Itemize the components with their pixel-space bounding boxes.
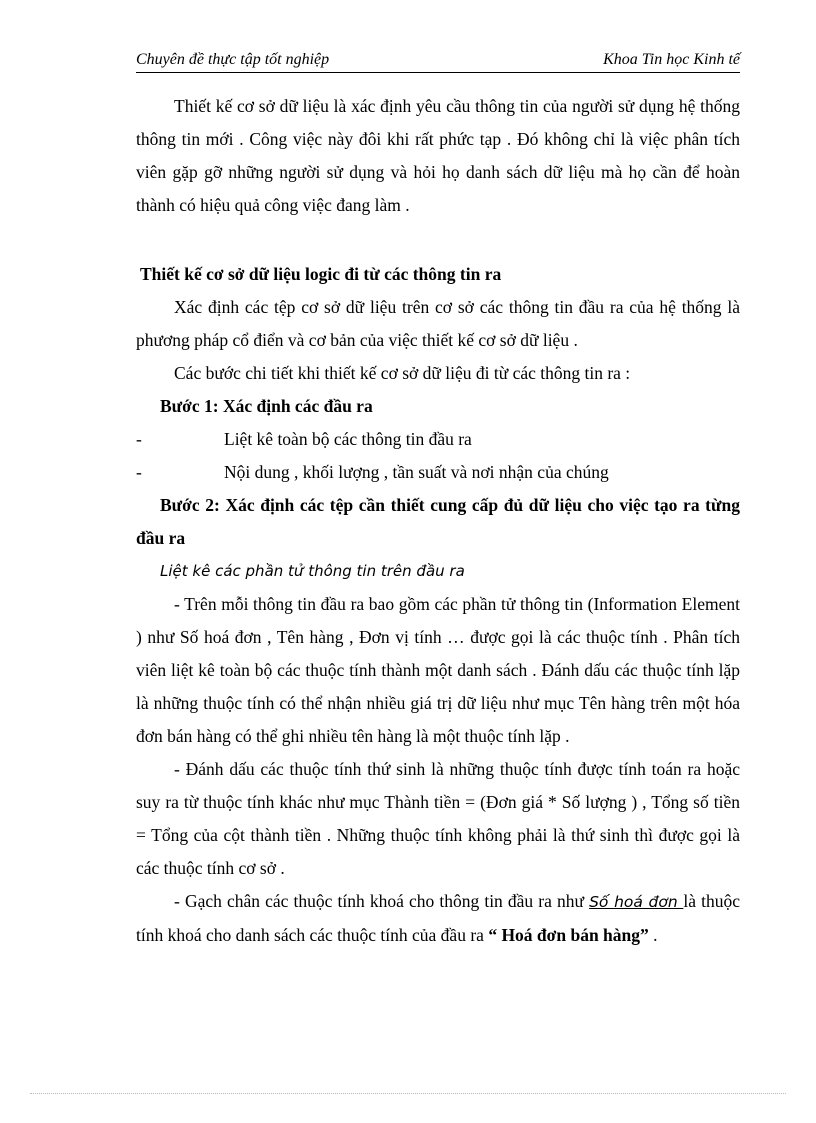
paragraph-method: Xác định các tệp cơ sở dữ liệu trên cơ sở các thông tin đầu ra của hệ thống là phương pháp cổ điển và cơ bản của việc thiết kế cơ sở dữ liệu . [136, 297, 740, 350]
bullet-text: Nội dung , khối lượng , tần suất và nơi nhận của chúng [224, 462, 609, 482]
bullet-item [136, 456, 740, 489]
bullet-dash: - [136, 462, 142, 482]
step-1-heading: Bước 1: Xác định các đầu ra [160, 396, 373, 416]
page-header [136, 50, 740, 73]
header-left: Chuyên đề thực tập tốt nghiệp [136, 51, 330, 68]
paragraph-key [136, 885, 740, 952]
bullet-item [136, 423, 740, 456]
underlined-term: Số hoá đơn [589, 893, 684, 911]
page-footer-line [30, 1093, 786, 1094]
document-body [136, 90, 740, 952]
text-segment: . [648, 925, 658, 945]
text-segment: - Gạch chân các thuộc tính khoá cho thông tin đầu ra như [174, 891, 590, 911]
bold-term: “ Hoá đơn bán hàng” [488, 925, 649, 945]
paragraph-steps-intro: Các bước chi tiết khi thiết kế cơ sở dữ liệu đi từ các thông tin ra : [174, 363, 631, 383]
text-segment: là thuộc tính khoá cho danh sách các thuộc tính của đầu ra [136, 891, 740, 945]
bullet-text: Liệt kê toàn bộ các thông tin đầu ra [224, 429, 472, 449]
subheading: Liệt kê các phần tử thông tin trên đầu ra [160, 562, 465, 580]
header-right: Khoa Tin học Kinh tế [603, 51, 740, 68]
bullet-dash: - [136, 429, 142, 449]
paragraph-intro: Thiết kế cơ sở dữ liệu là xác định yêu cầu thông tin của người sử dụng hệ thống thông tin mới . Công việc này đôi khi rất phức tạp . Đó không chỉ là việc phân tích viên gặp gỡ những người sử dụng và hỏi họ danh sách dữ liệu mà họ cần để hoàn thành có hiệu quả công việc đang làm . [136, 96, 740, 215]
paragraph-derived: - Đánh dấu các thuộc tính thứ sinh là những thuộc tính được tính toán ra hoặc suy ra từ thuộc tính khác như mục Thành tiền = (Đơn giá * Số lượng ) , Tổng số tiền = Tổng của cột thành tiền . Những thuộc tính không phải là thứ sinh thì được gọi là các thuộc tính cơ sở . [136, 759, 740, 878]
spacer [136, 222, 740, 258]
section-heading: Thiết kế cơ sở dữ liệu logic đi từ các thông tin ra [140, 264, 502, 284]
step-2-heading: Bước 2: Xác định các tệp cần thiết cung cấp đủ dữ liệu cho việc tạo ra từng đầu ra [136, 495, 740, 548]
paragraph-elements: - Trên mỗi thông tin đầu ra bao gồm các phần tử thông tin (Information Element ) như Số hoá đơn , Tên hàng , Đơn vị tính … được gọi là các thuộc tính . Phân tích viên liệt kê toàn bộ các thuộc tính thành một danh sách . Đánh dấu các thuộc tính lặp là những thuộc tính có thể nhận nhiều giá trị dữ liệu như mục Tên hàng trên một hóa đơn bán hàng có thể ghi nhiều tên hàng là một thuộc tính lặp . [136, 594, 740, 746]
